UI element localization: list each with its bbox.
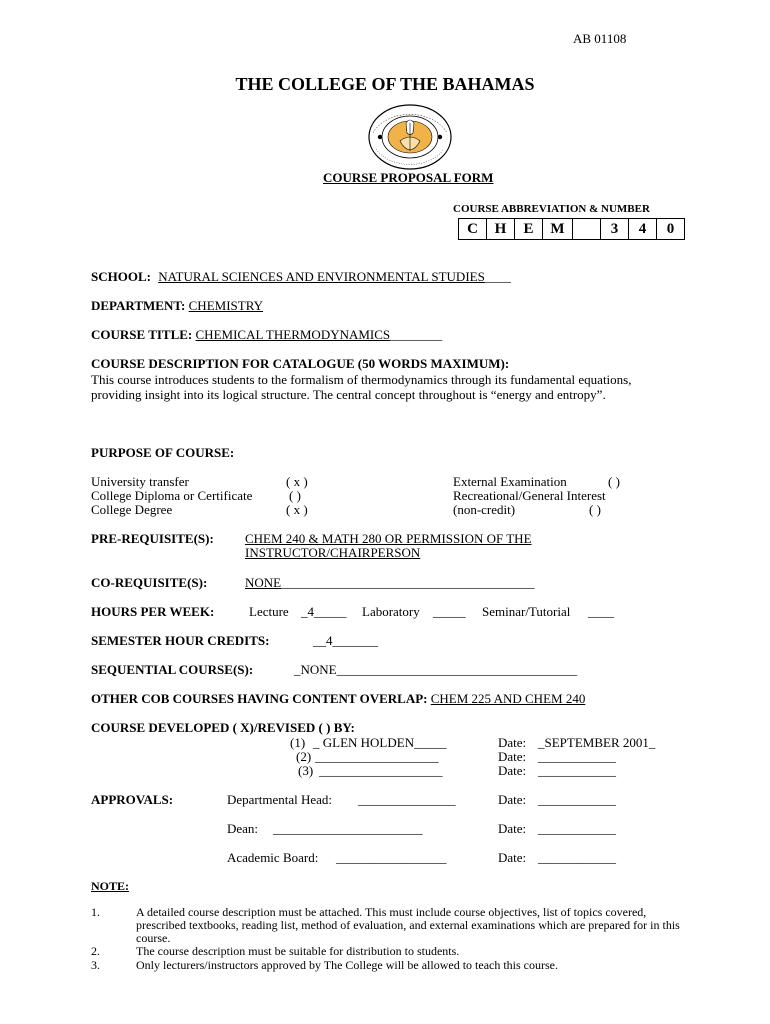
school-value: NATURAL SCIENCES AND ENVIRONMENTAL STUDIES (158, 269, 485, 284)
seminar-value: ____ (588, 604, 614, 619)
purpose-checkbox[interactable]: ( ) (289, 488, 301, 503)
developer-date: ____________ (538, 749, 616, 764)
approval-signature-line: _______________ (358, 792, 456, 807)
school-label: SCHOOL: (91, 269, 151, 284)
prereq-value-line2: INSTRUCTOR/CHAIRPERSON (245, 545, 421, 560)
developer-date-label: Date: (498, 749, 527, 764)
approval-date: ____________ (538, 850, 616, 865)
approvals-label: APPROVALS: (91, 792, 174, 807)
approval-date-label: Date: (498, 792, 527, 807)
coreq-row (245, 575, 535, 591)
developer-name: ___________________ (319, 763, 443, 778)
developer-num: (3) (298, 763, 314, 778)
overlap-value: CHEM 225 AND CHEM 240 (430, 691, 586, 706)
approval-date-label: Date: (498, 821, 527, 836)
department-label: DEPARTMENT: (91, 298, 186, 313)
purpose-checkbox[interactable]: ( ) (608, 474, 620, 489)
approval-role: Academic Board: (227, 850, 319, 865)
credits-label: SEMESTER HOUR CREDITS: (91, 633, 270, 648)
note-item (91, 959, 691, 973)
note-number: 1. (91, 905, 100, 919)
purpose-checkbox[interactable]: ( x ) (286, 474, 308, 489)
course-code-box: 4 (628, 218, 657, 240)
approval-role: Dean: (227, 821, 259, 836)
college-title: THE COLLEGE OF THE BAHAMAS (235, 74, 535, 94)
sequential-label: SEQUENTIAL COURSE(S): (91, 662, 254, 677)
coreq-label: CO-REQUISITE(S): (91, 575, 208, 590)
course-code-box: 3 (600, 218, 629, 240)
purpose-option: University transfer (91, 474, 189, 489)
approval-signature-line: _________________ (336, 850, 447, 865)
approval-role: Departmental Head: (227, 792, 333, 807)
developed-label: COURSE DEVELOPED ( X)/REVISED ( ) BY: (91, 720, 355, 735)
credits-value: __4_______ (313, 633, 378, 648)
overlap-row (91, 691, 585, 707)
school-trail: ____ (484, 269, 511, 284)
developer-num: (1) (290, 735, 306, 750)
course-title-label: COURSE TITLE: (91, 327, 193, 342)
course-title-value: CHEMICAL THERMODYNAMICS (195, 327, 391, 342)
seminar-label: Seminar/Tutorial (482, 604, 571, 619)
coreq-value: NONE (245, 575, 282, 590)
approval-date-label: Date: (498, 850, 527, 865)
developer-date: _SEPTEMBER 2001_ (538, 735, 656, 750)
course-code-box (572, 218, 601, 240)
description-text: This course introduces students to the formalism of thermodynamics through its fundamental equations, providing insight into its logical structure. The central concept throughout is “energy and entropy”. (91, 372, 632, 402)
prereq-label: PRE-REQUISITE(S): (91, 531, 214, 546)
developer-date-label: Date: (498, 735, 527, 750)
purpose-option: External Examination (453, 474, 567, 489)
purpose-option: Recreational/General Interest (453, 488, 606, 503)
purpose-option: (non-credit) (453, 502, 516, 517)
college-seal-logo (366, 103, 454, 171)
course-title-row (91, 327, 442, 343)
prereq-value-line1: CHEM 240 & MATH 280 OR PERMISSION OF THE (245, 531, 532, 546)
course-code-boxes (458, 218, 684, 240)
note-text: Only lecturers/instructors approved by The College will be allowed to teach this course. (136, 958, 558, 972)
course-title-trail: ________ (390, 327, 443, 342)
sequential-value: _NONE_____________________________________ (294, 662, 578, 677)
note-number: 2. (91, 944, 100, 958)
lecture-label: Lecture (249, 604, 289, 619)
note-text: The course description must be suitable for distribution to students. (136, 944, 460, 958)
purpose-label: PURPOSE OF COURSE: (91, 445, 235, 460)
developer-num: (2) (296, 749, 312, 764)
purpose-option: College Diploma or Certificate (91, 488, 253, 503)
lecture-value: _4_____ (301, 604, 347, 619)
department-value: CHEMISTRY (188, 298, 264, 313)
form-title: COURSE PROPOSAL FORM (323, 170, 494, 185)
school-row (91, 269, 511, 285)
description-label: COURSE DESCRIPTION FOR CATALOGUE (50 WORDS MAXIMUM): (91, 356, 510, 371)
note-label: NOTE: (91, 879, 130, 893)
developer-name: _ GLEN HOLDEN_____ (313, 735, 447, 750)
overlap-label: OTHER COB COURSES HAVING CONTENT OVERLAP: (91, 691, 428, 706)
course-code-box: M (542, 218, 573, 240)
developer-name: ___________________ (315, 749, 439, 764)
lab-value: _____ (433, 604, 466, 619)
document-id: AB 01108 (573, 31, 627, 46)
approval-signature-line: _______________________ (273, 821, 423, 836)
note-number: 3. (91, 958, 100, 972)
department-row (91, 298, 263, 314)
coreq-trail: _______________________________________ (281, 575, 535, 590)
note-text: A detailed course description must be attached. This must include course objectives, list of topics covered, prescribed textbooks, reading list, method of evaluation, and external examinations which are prepared for in this course. (136, 905, 680, 945)
purpose-option: College Degree (91, 502, 173, 517)
hours-label: HOURS PER WEEK: (91, 604, 215, 619)
purpose-checkbox[interactable]: ( x ) (286, 502, 308, 517)
note-item (91, 945, 691, 959)
course-abbrev-label: COURSE ABBREVIATION & NUMBER (453, 203, 650, 215)
course-code-box: H (486, 218, 515, 240)
note-item (91, 906, 691, 946)
course-code-box: E (514, 218, 543, 240)
approval-date: ____________ (538, 821, 616, 836)
developer-date: ____________ (538, 763, 616, 778)
lab-label: Laboratory (362, 604, 420, 619)
purpose-checkbox[interactable]: ( ) (589, 502, 601, 517)
course-code-box: 0 (656, 218, 685, 240)
approval-date: ____________ (538, 792, 616, 807)
developer-date-label: Date: (498, 763, 527, 778)
course-code-box: C (458, 218, 487, 240)
